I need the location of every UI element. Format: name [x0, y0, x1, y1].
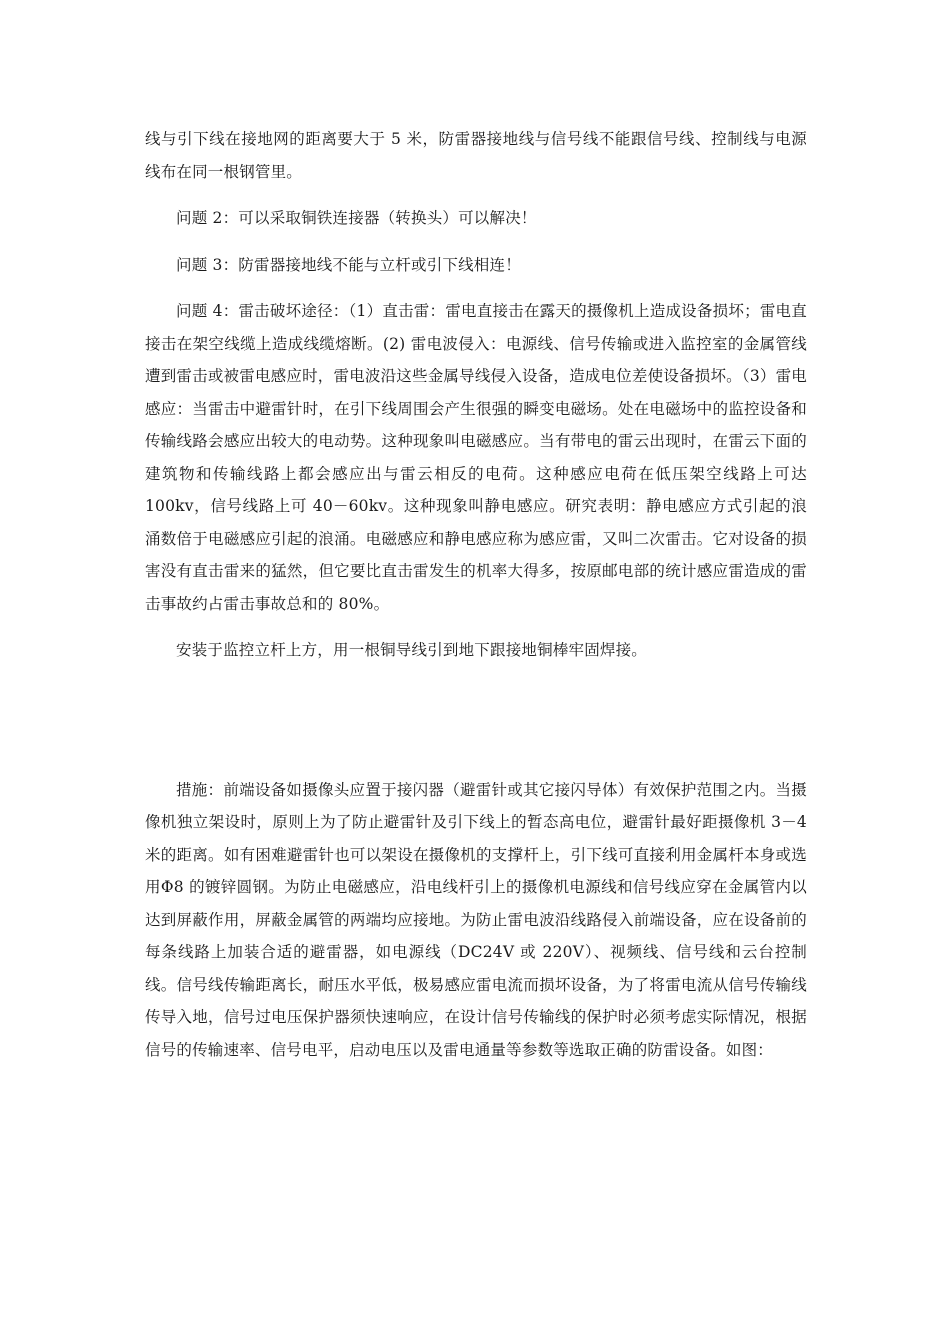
paragraph-question-2: 问题 2：可以采取铜铁连接器（转换头）可以解决！	[176, 209, 537, 227]
blank-space	[145, 681, 807, 774]
paragraph-question-4: 问题 4：雷击破坏途径：（1）直击雷：雷电直接击在露天的摄像机上造成设备损坏；雷电直接击在架空线缆上造成线缆熔断。(2) 雷电波侵入：电源线、信号传输或进入监控室的金属管线遭到雷击或被雷电感应时，雷电波沿这些金属导线侵入设备，造成电位差使设备损坏。（3）雷电感应：当雷击中避雷针时，在引下线周围会产生很强的瞬变电磁场。处在电磁场中的监控设备和传输线路会感应出较大的电动势。这种现象叫电磁感应。当有带电的雷云出现时，在雷云下面的建筑物和传输线路上都会感应出与雷云相反的电荷。这种感应电荷在低压架空线路上可达 100kv，信号线路上可 40－60kv。这种现象叫静电感应。研究表明：静电感应方式引起的浪涌数倍于电磁感应引起的浪涌。电磁感应和静电感应称为感应雷，又叫二次雷击。它对设备的损害没有直击雷来的猛然，但它要比直击雷发生的机率大得多，按原邮电部的统计感应雷造成的雷击事故约占雷击事故总和的 80%。	[145, 302, 807, 613]
paragraph-measures: 措施：前端设备如摄像头应置于接闪器（避雷针或其它接闪导体）有效保护范围之内。当摄像机独立架设时，原则上为了防止避雷针及引下线上的暂态高电位，避雷针最好距摄像机 3－4 米的距离。如有困难避雷针也可以架设在摄像机的支撑杆上，引下线可直接利用金属杆本身或选用Φ8 的镀锌圆钢。为防止电磁感应，沿电线杆引上的摄像机电源线和信号线应穿在金属管内以达到屏蔽作用，屏蔽金属管的两端均应接地。为防止雷电波沿线路侵入前端设备，应在设备前的每条线路上加装合适的避雷器，如电源线（DC24V 或 220V）、视频线、信号线和云台控制线。信号线传输距离长，耐压水平低，极易感应雷电流而损坏设备，为了将雷电流从信号传输线传导入地，信号过电压保护器须快速响应，在设计信号传输线的保护时必须考虑实际情况，根据信号的传输速率、信号电平，启动电压以及雷电通量等参数等选取正确的防雷设备。如图：	[145, 780, 807, 1059]
paragraph-continuation: 线与引下线在接地网的距离要大于 5 米，防雷器接地线与信号线不能跟信号线、控制线与电源线布在同一根钢管里。	[145, 130, 807, 181]
paragraph-question-3: 问题 3：防雷器接地线不能与立杆或引下线相连！	[176, 255, 521, 274]
paragraph-installation: 安装于监控立杆上方，用一根铜导线引到地下跟接地铜棒牢固焊接。	[176, 641, 648, 659]
document-body	[145, 123, 807, 1080]
